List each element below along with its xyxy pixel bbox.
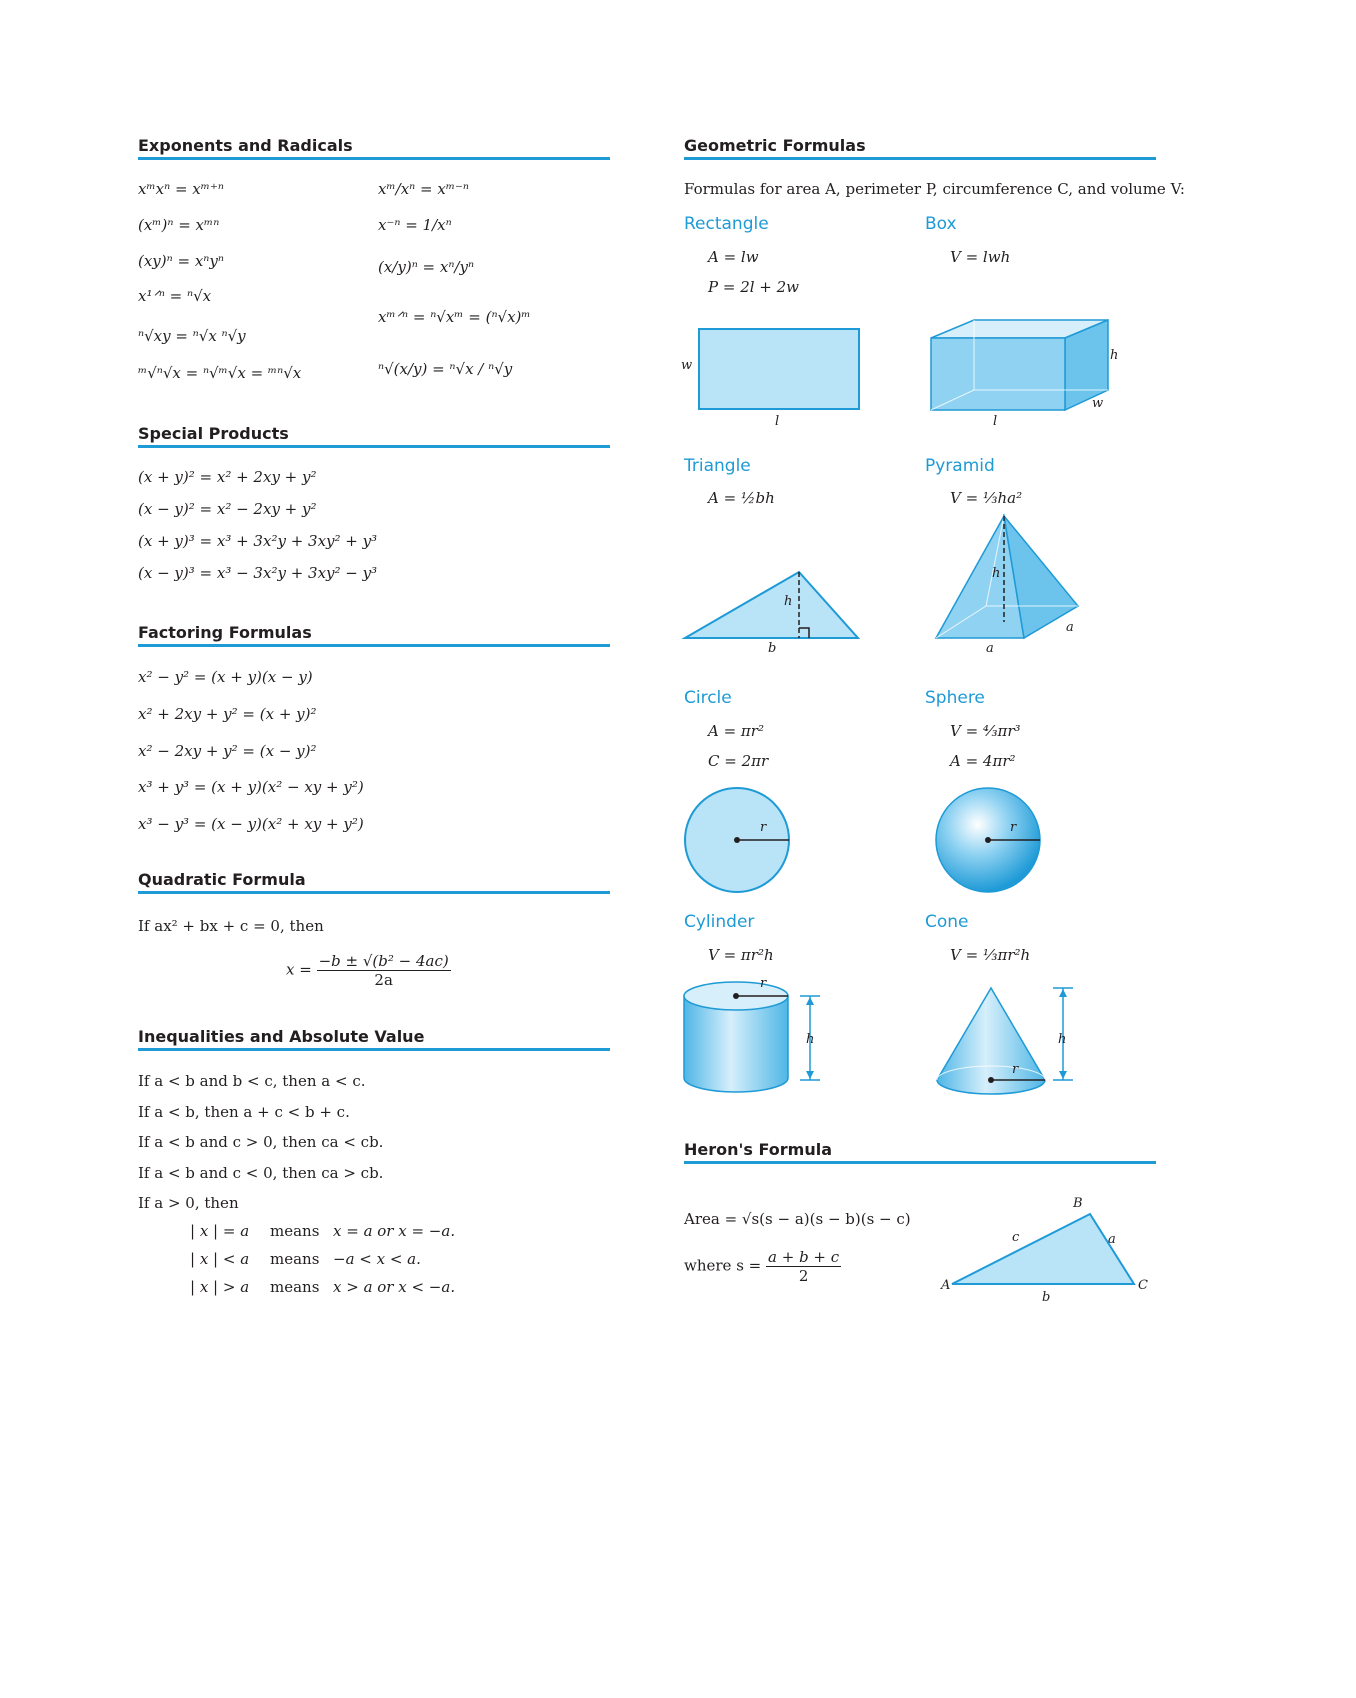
quadratic-title: Quadratic Formula — [138, 870, 610, 894]
inequality-rule: If a < b and b < c, then a < c. — [138, 1072, 366, 1090]
sphere-center — [985, 837, 991, 843]
formula: x⁻ⁿ = 1/xⁿ — [378, 216, 452, 234]
triangle-diagram — [684, 570, 860, 640]
special-products-section — [138, 424, 610, 448]
cylinder-h-label: h — [806, 1032, 815, 1047]
formula: A = 4πr² — [950, 752, 1016, 770]
circle-r-label: r — [760, 820, 767, 835]
abs-lhs: | x | = a — [190, 1222, 250, 1240]
formula: C = 2πr — [708, 752, 769, 770]
cone-arrowhead — [1059, 989, 1067, 997]
formula: xᵐxⁿ = xᵐ⁺ⁿ — [138, 180, 224, 198]
rectangle-shape — [699, 329, 859, 409]
formula: ⁿ√xy = ⁿ√x ⁿ√y — [138, 327, 246, 345]
rectangle-heading: Rectangle — [684, 214, 769, 234]
sphere-r-label: r — [1010, 820, 1017, 835]
geometric-title: Geometric Formulas — [684, 136, 1156, 160]
formula: x² − y² = (x + y)(x − y) — [138, 668, 313, 686]
heron-section — [684, 1140, 1156, 1164]
abs-rhs: x > a or x < −a. — [333, 1278, 456, 1296]
formula: V = lwh — [950, 248, 1011, 266]
formula: V = ⁴⁄₃πr³ — [950, 722, 1021, 740]
rectangle-diagram — [698, 328, 860, 410]
sphere-heading: Sphere — [925, 688, 985, 708]
cone-heading: Cone — [925, 912, 969, 932]
abs-lhs: | x | < a — [190, 1250, 250, 1268]
cylinder-arrowhead — [806, 1071, 814, 1079]
triangle-shape — [685, 572, 858, 638]
box-w-label: w — [1092, 396, 1104, 411]
factoring-section — [138, 623, 610, 647]
cylinder-center — [733, 993, 739, 999]
inequality-rule: If a < b, then a + c < b + c. — [138, 1103, 350, 1121]
inequalities-title: Inequalities and Absolute Value — [138, 1027, 610, 1051]
cone-h-label: h — [1058, 1032, 1067, 1047]
heron-numerator: a + b + c — [768, 1248, 840, 1266]
circle-diagram — [683, 786, 791, 894]
abs-rhs: −a < x < a. — [333, 1250, 421, 1268]
formula: (x + y)² = x² + 2xy + y² — [138, 468, 317, 486]
box-heading: Box — [925, 214, 957, 234]
formula: x³ + y³ = (x + y)(x² − xy + y²) — [138, 778, 364, 796]
formula: (x − y)² = x² − 2xy + y² — [138, 500, 317, 518]
heron-vertex-C: C — [1138, 1278, 1148, 1293]
heron-fraction — [766, 1248, 841, 1285]
formula: xᵐ/xⁿ = xᵐ⁻ⁿ — [378, 180, 470, 198]
heron-where — [684, 1248, 841, 1285]
formula: x² − 2xy + y² = (x − y)² — [138, 742, 317, 760]
box-h-label: h — [1110, 348, 1119, 363]
pyramid-heading: Pyramid — [925, 456, 995, 476]
quadratic-denominator: 2a — [374, 971, 393, 989]
cone-arrowhead — [1059, 1071, 1067, 1079]
rectangle-l-label: l — [775, 414, 780, 429]
special-products-title: Special Products — [138, 424, 610, 448]
quadratic-section — [138, 870, 610, 894]
triangle-b-label: b — [768, 641, 777, 656]
formula: P = 2l + 2w — [708, 278, 800, 296]
quadratic-intro: If ax² + bx + c = 0, then — [138, 917, 324, 935]
sphere-diagram — [934, 786, 1042, 894]
formula: V = πr²h — [708, 946, 774, 964]
box-l-label: l — [993, 414, 998, 429]
rectangle-w-label: w — [681, 358, 693, 373]
formula: V = ⅓ha² — [950, 489, 1023, 507]
heron-title: Heron's Formula — [684, 1140, 1156, 1164]
triangle-heading: Triangle — [684, 456, 751, 476]
exponents-title: Exponents and Radicals — [138, 136, 610, 160]
pyramid-h-label: h — [992, 566, 1001, 581]
formula: (x + y)³ = x³ + 3x²y + 3xy² + y³ — [138, 532, 378, 550]
formula: (xᵐ)ⁿ = xᵐⁿ — [138, 216, 220, 234]
heron-vertex-A: A — [941, 1278, 951, 1293]
cylinder-heading: Cylinder — [684, 912, 755, 932]
inequality-rule: If a > 0, then — [138, 1194, 239, 1212]
triangle-h-label: h — [784, 594, 793, 609]
heron-where-lhs: where s = — [684, 1256, 762, 1275]
heron-vertex-B: B — [1073, 1196, 1083, 1211]
cone-r-label: r — [1012, 1062, 1019, 1077]
formula: A = ½bh — [708, 489, 775, 507]
formula: xᵐᐟⁿ = ⁿ√xᵐ = (ⁿ√x)ᵐ — [378, 308, 531, 326]
formula: A = lw — [708, 248, 759, 266]
formula: ᵐ√ⁿ√x = ⁿ√ᵐ√x = ᵐⁿ√x — [138, 364, 302, 382]
pyramid-diagram — [934, 514, 1080, 640]
abs-lhs: | x | > a — [190, 1278, 250, 1296]
formula: (x − y)³ = x³ − 3x²y + 3xy² − y³ — [138, 564, 378, 582]
formula: A = πr² — [708, 722, 764, 740]
abs-means: means — [270, 1250, 320, 1268]
geometric-section — [684, 136, 1156, 160]
pyramid-a-label: a — [1066, 620, 1074, 635]
inequalities-section — [138, 1027, 610, 1051]
formula: ⁿ√(x/y) = ⁿ√x / ⁿ√y — [378, 360, 513, 378]
cone-diagram — [935, 986, 1077, 1098]
circle-center — [734, 837, 740, 843]
pyramid-a-label: a — [986, 641, 994, 656]
heron-triangle-diagram — [950, 1212, 1136, 1286]
quadratic-numerator: −b ± √(b² − 4ac) — [318, 952, 449, 970]
geometric-intro: Formulas for area A, perimeter P, circumference C, and volume V: — [684, 180, 1185, 198]
abs-means: means — [270, 1278, 320, 1296]
heron-side-a: a — [1108, 1232, 1116, 1247]
cylinder-arrowhead — [806, 997, 814, 1005]
quadratic-lhs: x = — [286, 960, 312, 979]
heron-side-c: c — [1012, 1230, 1020, 1245]
cylinder-diagram — [682, 978, 822, 1096]
formula: x² + 2xy + y² = (x + y)² — [138, 705, 317, 723]
circle-heading: Circle — [684, 688, 732, 708]
formula: V = ⅓πr²h — [950, 946, 1031, 964]
abs-rhs: x = a or x = −a. — [333, 1222, 456, 1240]
formula: (x/y)ⁿ = xⁿ/yⁿ — [378, 258, 475, 276]
cone-center — [988, 1077, 994, 1083]
abs-means: means — [270, 1222, 320, 1240]
factoring-title: Factoring Formulas — [138, 623, 610, 647]
formula: (xy)ⁿ = xⁿyⁿ — [138, 252, 224, 270]
heron-side-b: b — [1042, 1290, 1051, 1305]
quadratic-formula — [286, 952, 451, 989]
exponents-section — [138, 136, 610, 160]
cylinder-r-label: r — [760, 976, 767, 991]
box-diagram — [930, 318, 1110, 413]
formula: x¹ᐟⁿ = ⁿ√x — [138, 287, 212, 305]
heron-triangle-shape — [952, 1214, 1134, 1284]
quadratic-fraction — [317, 952, 451, 989]
heron-denominator: 2 — [798, 1267, 809, 1285]
inequality-rule: If a < b and c < 0, then ca > cb. — [138, 1164, 384, 1182]
box-front-face — [931, 338, 1065, 410]
inequality-rule: If a < b and c > 0, then ca < cb. — [138, 1133, 384, 1151]
formula: x³ − y³ = (x − y)(x² + xy + y²) — [138, 815, 364, 833]
heron-area: Area = √s(s − a)(s − b)(s − c) — [684, 1210, 911, 1228]
